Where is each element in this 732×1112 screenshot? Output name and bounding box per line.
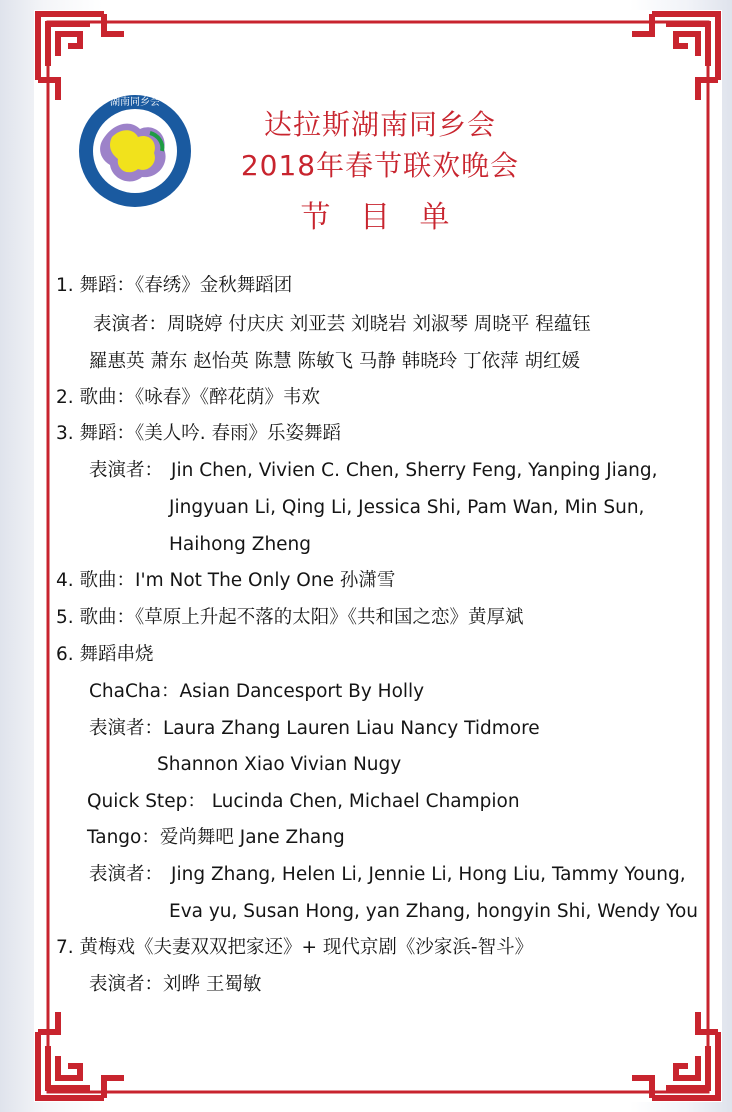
dance-segment: ChaCha：Asian Dancesport By Holly [89, 681, 425, 702]
program-item-6: 6. 舞蹈串烧 [56, 644, 154, 665]
program-item-4: 4. 歌曲：I'm Not The Only One 孙潇雪 [56, 570, 396, 591]
performers-line: 羅惠英 萧东 赵怡英 陈慧 陈敏飞 马静 韩晓玲 丁依萍 胡红媛 [89, 351, 581, 372]
program-item-3: 3. 舞蹈：《美人吟. 春雨》乐姿舞蹈 [56, 423, 342, 444]
performers-line: Eva yu, Susan Hong, yan Zhang, hongyin Shi, Wendy You [169, 901, 699, 922]
event-organizer-title: 达拉斯湖南同乡会 [263, 108, 496, 141]
performers-line: Jingyuan Li, Qing Li, Jessica Shi, Pam Wan, Min Sun, [169, 497, 645, 518]
performers-line: Shannon Xiao Vivian Nugy [157, 754, 402, 775]
program-heading: 节 目 单 [300, 200, 460, 235]
performers-line: Jin Chen, Vivien C. Chen, Sherry Feng, Yanping Jiang, [171, 460, 658, 481]
performers-line: 表演者：刘晔 王蜀敏 [89, 974, 262, 995]
performers-line: Haihong Zheng [169, 534, 312, 555]
performers-line: Jing Zhang, Helen Li, Jennie Li, Hong Liu, Tammy Young, [171, 864, 686, 885]
performers-label: 表演者： [89, 864, 164, 885]
logo-ring-text: HUNAN ASSOCIATION OF DALLAS [72, 85, 263, 96]
program-item-2: 2. 歌曲：《咏春》《醉花荫》韦欢 [56, 387, 321, 408]
program-item-7: 7. 黄梅戏《夫妻双双把家还》+ 现代京剧《沙家浜-智斗》 [56, 937, 534, 958]
dance-segment: Tango：爱尚舞吧 Jane Zhang [87, 827, 345, 848]
logo-arc-text: 湖南同乡会 [110, 97, 160, 108]
association-logo [72, 85, 263, 209]
performers-line: 表演者：周晓婷 付庆庆 刘亚芸 刘晓岩 刘淑琴 周晓平 程蕴钰 [93, 314, 591, 335]
dance-segment: Quick Step： Lucinda Chen, Michael Champion [87, 791, 520, 812]
program-item-5: 5. 歌曲：《草原上升起不落的太阳》《共和国之恋》黄厚斌 [56, 607, 524, 628]
performers-line: 表演者：Laura Zhang Lauren Liau Nancy Tidmore [89, 718, 540, 739]
event-name-title: 2018年春节联欢晚会 [240, 149, 520, 182]
program-item-1: 1. 舞蹈：《春绣》金秋舞蹈团 [56, 275, 293, 296]
performers-label: 表演者： [89, 460, 164, 481]
